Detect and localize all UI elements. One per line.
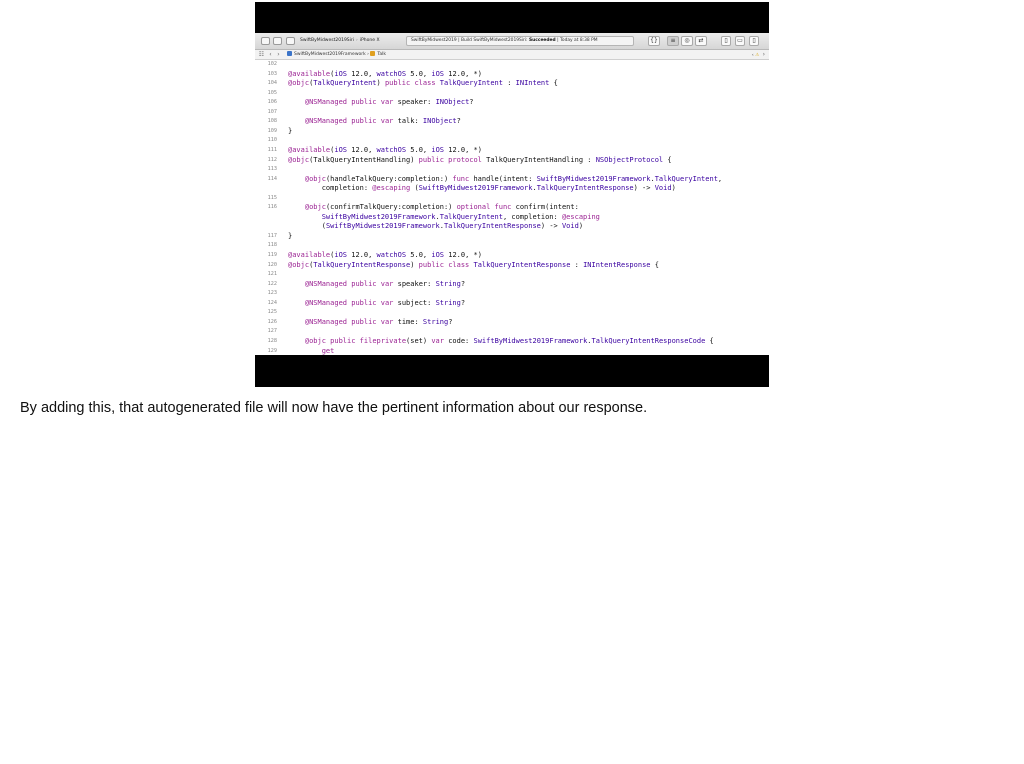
breadcrumb [287,50,386,59]
breadcrumb-file[interactable]: Talk [377,52,387,57]
line-number: 110 [267,137,277,144]
inspector-toggle-button[interactable]: ▯ [749,36,759,46]
line-number: 107 [267,108,277,115]
warning-icon[interactable]: ⚠ [755,53,760,58]
line-number: 108 [267,118,277,125]
code-line: @objc(TalkQueryIntentResponse) public class TalkQueryIntentResponse : INIntentResponse { [288,260,659,269]
line-number: 115 [267,194,277,201]
breadcrumb-framework[interactable]: SwiftByMidwest2019Framework [294,52,366,57]
line-number: 104 [267,80,277,87]
line-number: 122 [267,280,277,287]
breadcrumb-separator-icon: › [367,52,369,57]
issue-navigator-icon[interactable]: ‹ [751,53,754,58]
navigator-toggle-button[interactable]: ▯ [721,36,731,46]
line-number: 114 [267,175,277,182]
code-line: @available(iOS 12.0, watchOS 5.0, iOS 12.0, *) [288,251,482,259]
scheme-icon [286,37,295,45]
code-line: @available(iOS 12.0, watchOS 5.0, iOS 12.0, *) [288,69,482,78]
code-line: @NSManaged public var talk: INObject? [304,117,461,126]
code-line: @NSManaged public var subject: String? [304,298,466,307]
code-line: } [288,126,293,135]
line-number: 116 [267,204,277,211]
line-number: 103 [267,70,277,77]
code-line: @objc(handleTalkQuery:completion:) func handle(intent: SwiftByMidwest2019Framework.TalkQueryIntent, [304,174,723,183]
line-number: 102 [267,61,277,67]
line-number: 118 [267,242,277,249]
run-button[interactable] [261,37,270,45]
code-line: (SwiftByMidwest2019Framework.TalkQueryIntentResponse) -> Void) [288,222,584,231]
line-number: 105 [267,89,277,96]
line-number: 125 [267,309,277,316]
line-number: 117 [267,232,277,239]
line-number: 124 [267,299,277,306]
code-editor[interactable] [288,60,768,355]
line-number: 126 [267,318,277,325]
line-number: 127 [267,328,277,335]
status-prefix: SwiftByMidwest2019 | Build SwiftByMidwest2019Siri: [411,38,528,43]
debug-area-toggle-button[interactable]: ▭ [735,36,745,46]
scheme-separator-icon: › [356,38,358,43]
line-number: 123 [267,290,277,297]
code-line: @objc(TalkQueryIntentHandling) public protocol TalkQueryIntentHandling : NSObjectProtocol { [288,155,672,164]
line-number: 113 [267,166,277,173]
line-number: 109 [267,127,277,134]
scheme-target: SwiftByMidwest2019Siri [300,38,355,43]
code-line: get [321,346,335,355]
activity-status [406,36,634,46]
line-number: 120 [267,261,277,268]
code-line: } [288,231,293,240]
line-number: 128 [267,337,277,344]
code-line: @objc public fileprivate(set) var code: SwiftByMidwest2019Framework.TalkQueryIntentResponseCode { [304,336,714,345]
next-issue-icon[interactable]: › [762,51,765,58]
related-items-icon[interactable]: ☷ [258,51,265,58]
line-number: 111 [267,146,277,153]
library-button[interactable]: {} [648,36,660,46]
line-number: 129 [267,347,277,354]
framework-icon [287,51,292,56]
version-editor-button[interactable]: ⇄ [695,36,707,46]
jump-bar [255,50,769,60]
line-number: 106 [267,99,277,106]
code-line: @objc(confirmTalkQuery:completion:) optional func confirm(intent: [304,203,579,212]
line-number: 121 [267,271,277,278]
code-line: @NSManaged public var speaker: String? [304,279,466,288]
standard-editor-button[interactable]: ≡ [667,36,679,46]
status-result: Succeeded [528,38,556,43]
line-number-gutter [255,60,281,355]
code-line: completion: @escaping (SwiftByMidwest2019Framework.TalkQueryIntentResponse) -> Void) [288,184,676,193]
code-line: SwiftByMidwest2019Framework.TalkQueryIntent, completion: @escaping [321,212,600,221]
line-number: 119 [267,252,277,258]
code-line: @NSManaged public var speaker: INObject? [304,98,474,107]
scheme-device: iPhone X [359,38,380,43]
toolbar [255,33,769,50]
scheme-selector[interactable] [300,36,392,46]
assistant-editor-button[interactable]: ◎ [681,36,693,46]
status-time: | Today at 8:38 PM [557,38,598,43]
code-line: @NSManaged public var time: String? [304,317,453,326]
file-icon [370,51,375,56]
line-number: 112 [267,156,277,163]
code-line: @available(iOS 12.0, watchOS 5.0, iOS 12.0, *) [288,145,482,154]
stop-button[interactable] [273,37,282,45]
forward-arrow-icon[interactable]: › [277,51,280,58]
code-line: @objc(TalkQueryIntent) public class TalkQueryIntent : INIntent { [288,79,558,88]
xcode-window [255,33,769,355]
back-arrow-icon[interactable]: ‹ [269,51,272,58]
slide-caption: By adding this, that autogenerated file will now have the pertinent information about our response. [20,400,648,416]
xcode-screenshot [255,2,769,387]
jump-bar-controls [752,50,765,60]
